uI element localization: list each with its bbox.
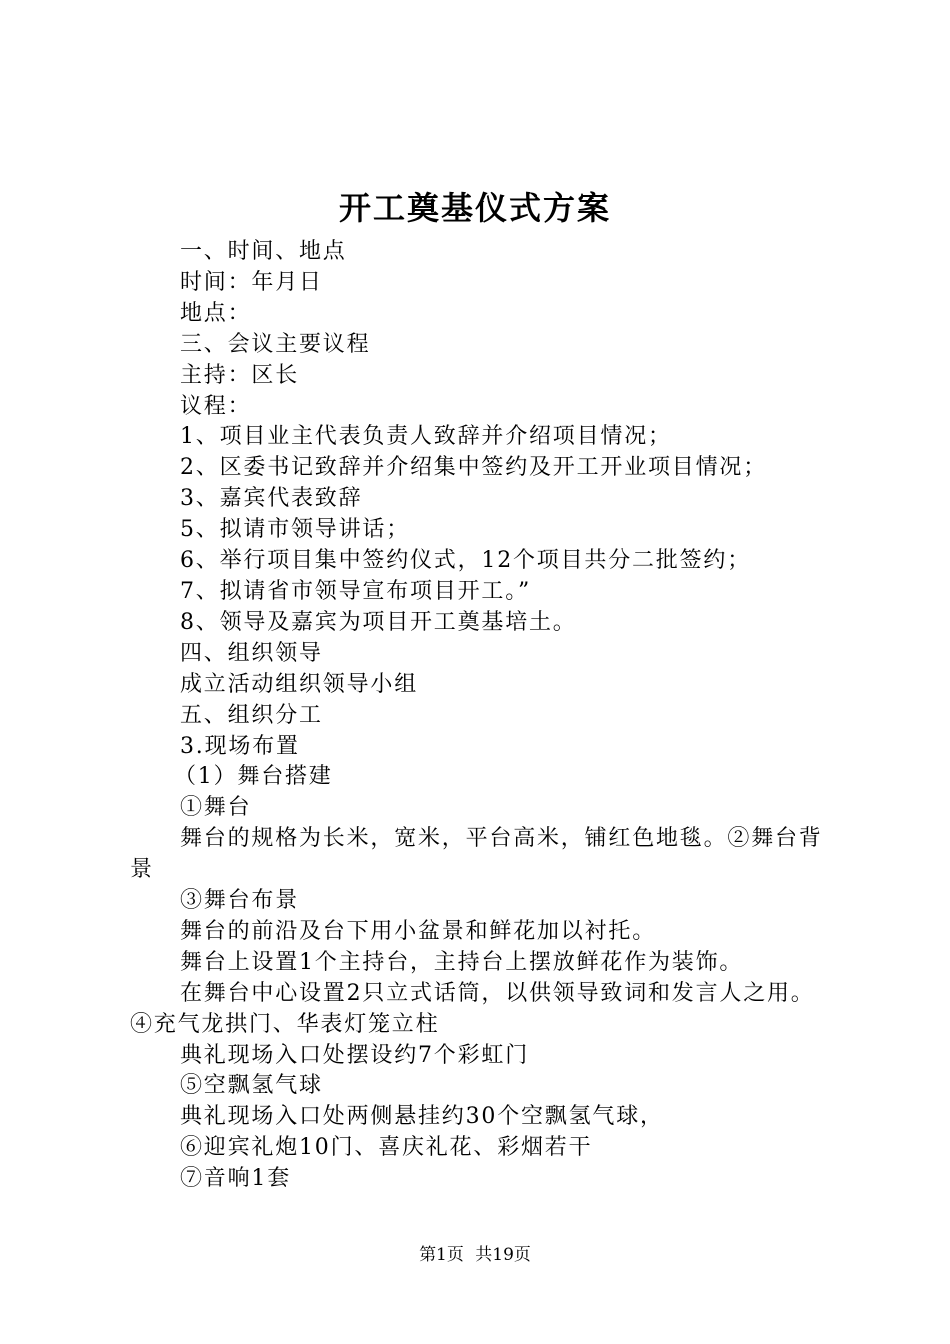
arch-line: 典礼现场入口处摆设约7个彩虹门 (180, 1042, 529, 1068)
subsection-heading-stage: （1）舞台搭建 (174, 764, 333, 790)
item-heading-balloons: ⑤空飘氢气球 (180, 1073, 323, 1099)
agenda-item: 7、拟请省市领导宣布项目开工。” (180, 578, 532, 604)
place-line: 地点： (180, 300, 252, 326)
agenda-item: 8、领导及嘉宾为项目开工奠基培土。 (180, 609, 577, 635)
agenda-item: 1、项目业主代表负责人致辞并介绍项目情况； (180, 424, 672, 450)
agenda-item: 2、区委书记致辞并介绍集中签约及开工开业项目情况； (180, 455, 767, 481)
section-heading-leadership: 四、组织领导 (180, 640, 323, 666)
leadership-line: 成立活动组织领导小组 (180, 671, 419, 697)
section-heading-time-place: 一、时间、地点 (180, 239, 347, 264)
page-footer (0, 1244, 950, 1266)
agenda-label: 议程： (180, 393, 252, 419)
section-heading-division: 五、组织分工 (180, 702, 323, 728)
item-heading-audio: ⑦音响1套 (180, 1166, 291, 1192)
document-body (130, 237, 835, 1195)
item-heading-stage-decor: ③舞台布景 (180, 888, 300, 914)
page-total: 共19页 (475, 1245, 531, 1265)
stage-decor-line: 舞台的前沿及台下用小盆景和鲜花加以衬托。 (180, 918, 657, 944)
agenda-item: 3、嘉宾代表致辞 (180, 486, 363, 512)
subsection-heading-site: 3.现场布置 (180, 733, 300, 759)
host-line: 主持：区长 (180, 362, 300, 388)
section-heading-agenda: 三、会议主要议程 (180, 331, 371, 357)
stage-decor-line: 舞台上设置1个主持台，主持台上摆放鲜花作为装饰。 (180, 949, 744, 975)
stage-spec-paragraph: 舞台的规格为长米，宽米，平台高米，铺红色地毯。②舞台背景 (130, 826, 823, 883)
balloons-line: 典礼现场入口处两侧悬挂约30个空飘氢气球， (180, 1104, 664, 1130)
agenda-item: 5、拟请市领导讲话； (180, 517, 410, 543)
page-number: 第1页 (419, 1245, 464, 1265)
agenda-item: 6、举行项目集中签约仪式，12个项目共分二批签约； (180, 548, 751, 574)
microphone-paragraph: 在舞台中心设置2只立式话筒，以供领导致词和发言人之用。④充气龙拱门、华表灯笼立柱 (130, 980, 815, 1037)
item-heading-salute: ⑥迎宾礼炮10门、喜庆礼花、彩烟若干 (180, 1135, 593, 1161)
time-line: 时间：年月日 (180, 269, 323, 295)
document-title: 开工奠基仪式方案 (338, 189, 611, 227)
item-heading-stage: ①舞台 (180, 795, 252, 821)
